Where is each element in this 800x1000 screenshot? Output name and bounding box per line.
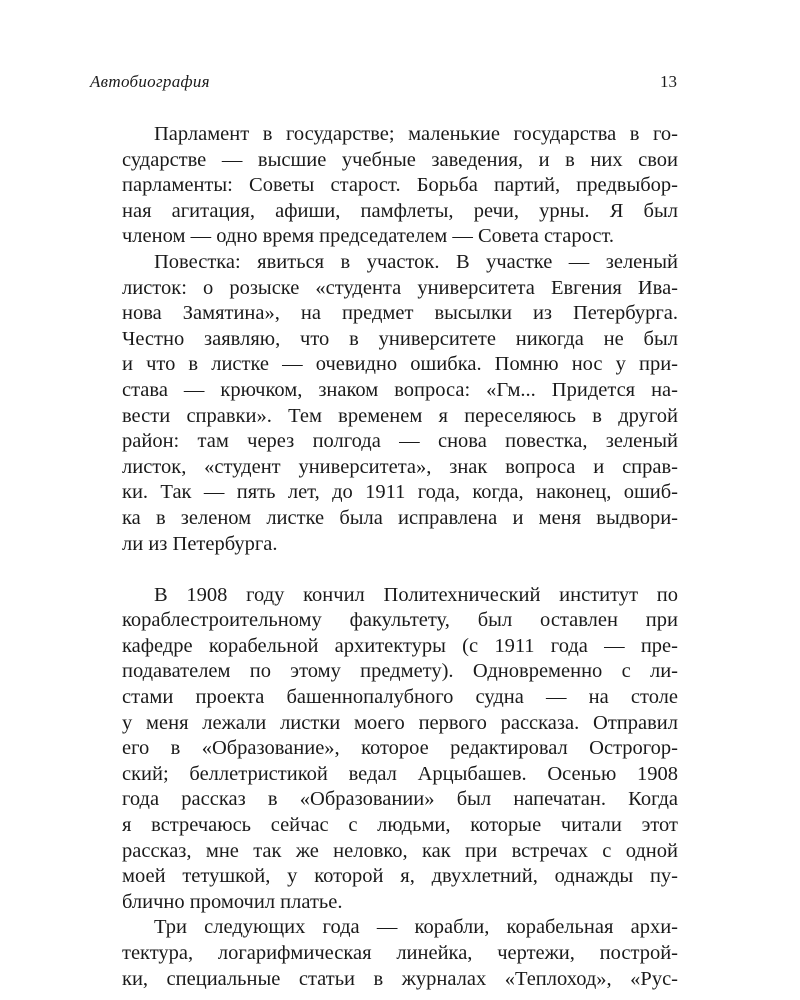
text-line: парламенты: Советы старост. Борьба партий, предвыбор- [122,174,678,197]
text-line: членом — одно время председателем — Совета старост. [122,225,615,248]
text-line: район: там через полгода — снова повестка, зеленый [122,430,678,453]
text-line: ка в зеленом листке была исправлена и меня выдвори- [122,506,678,529]
text-line: Повестка: явиться в участок. В участке — зеленый [154,250,678,273]
text-line: става — крючком, знаком вопроса: «Гм... Придется на- [122,378,678,401]
paragraph-3 [90,583,678,916]
text-line: я встречаюсь сейчас с людьми, которые читали этот [122,814,678,837]
text-line: блично промочил платье. [122,890,343,913]
text-line: кораблестроительному факультету, был оставлен при [122,609,678,632]
text-line: ки. Так — пять лет, до 1911 года, когда, наконец, ошиб- [122,481,678,504]
text-line: Три следующих года — корабли, корабельная архи- [154,916,678,939]
text-line: сударстве — высшие учебные заведения, и в них свои [122,148,678,171]
text-line: стами проекта башеннопалубного судна — на столе [122,686,678,709]
text-line: Честно заявляю, что в университете никогда не был [122,327,678,350]
page-number: 13 [660,72,677,91]
running-title: Автобиография [90,72,210,91]
text-line: года рассказ в «Образовании» был напечатан. Когда [122,788,678,811]
text-line: Парламент в государстве; маленькие государства в го- [154,123,678,145]
text-line: подавателем по этому предмету). Одновременно с ли- [122,660,678,683]
text-line: его в «Образование», которое редактировал Острогор- [122,737,678,760]
body-text [90,122,678,992]
text-line: В 1908 году кончил Политехнический институт по [154,583,678,606]
text-line: моей тетушкой, у которой я, двухлетний, однажды пу- [122,865,678,888]
paragraph-2 [90,250,678,557]
text-line: тектура, логарифмическая линейка, чертежи, построй- [122,942,678,964]
text-line: рассказ, мне так же неловко, как при встречах с одной [122,839,678,862]
paragraph-4 [90,915,678,992]
paragraph-1 [90,122,678,250]
text-line: ли из Петербурга. [122,532,278,555]
text-line: листок: о розыске «студента университета Евгения Ива- [122,276,678,299]
text-line: нова Замятина», на предмет высылки из Петербурга. [122,302,678,325]
paragraph-gap [90,557,678,583]
text-line: кафедре корабельной архитектуры (с 1911 года — пре- [122,634,678,657]
text-line: у меня лежали листки моего первого рассказа. Отправил [122,711,678,734]
text-line: и что в листке — очевидно ошибка. Помню нос у при- [122,353,678,376]
text-line: вести справки». Тем временем я переселяюсь в другой [122,404,678,427]
text-line: ки, специальные статьи в журналах «Теплоход», «Рус- [122,967,678,990]
text-line: ский; беллетристикой ведал Арцыбашев. Осенью 1908 [122,762,678,785]
text-line: ная агитация, афиши, памфлеты, речи, урны. Я был [122,199,678,222]
text-line: листок, «студент университета», знак вопроса и справ- [122,455,678,478]
